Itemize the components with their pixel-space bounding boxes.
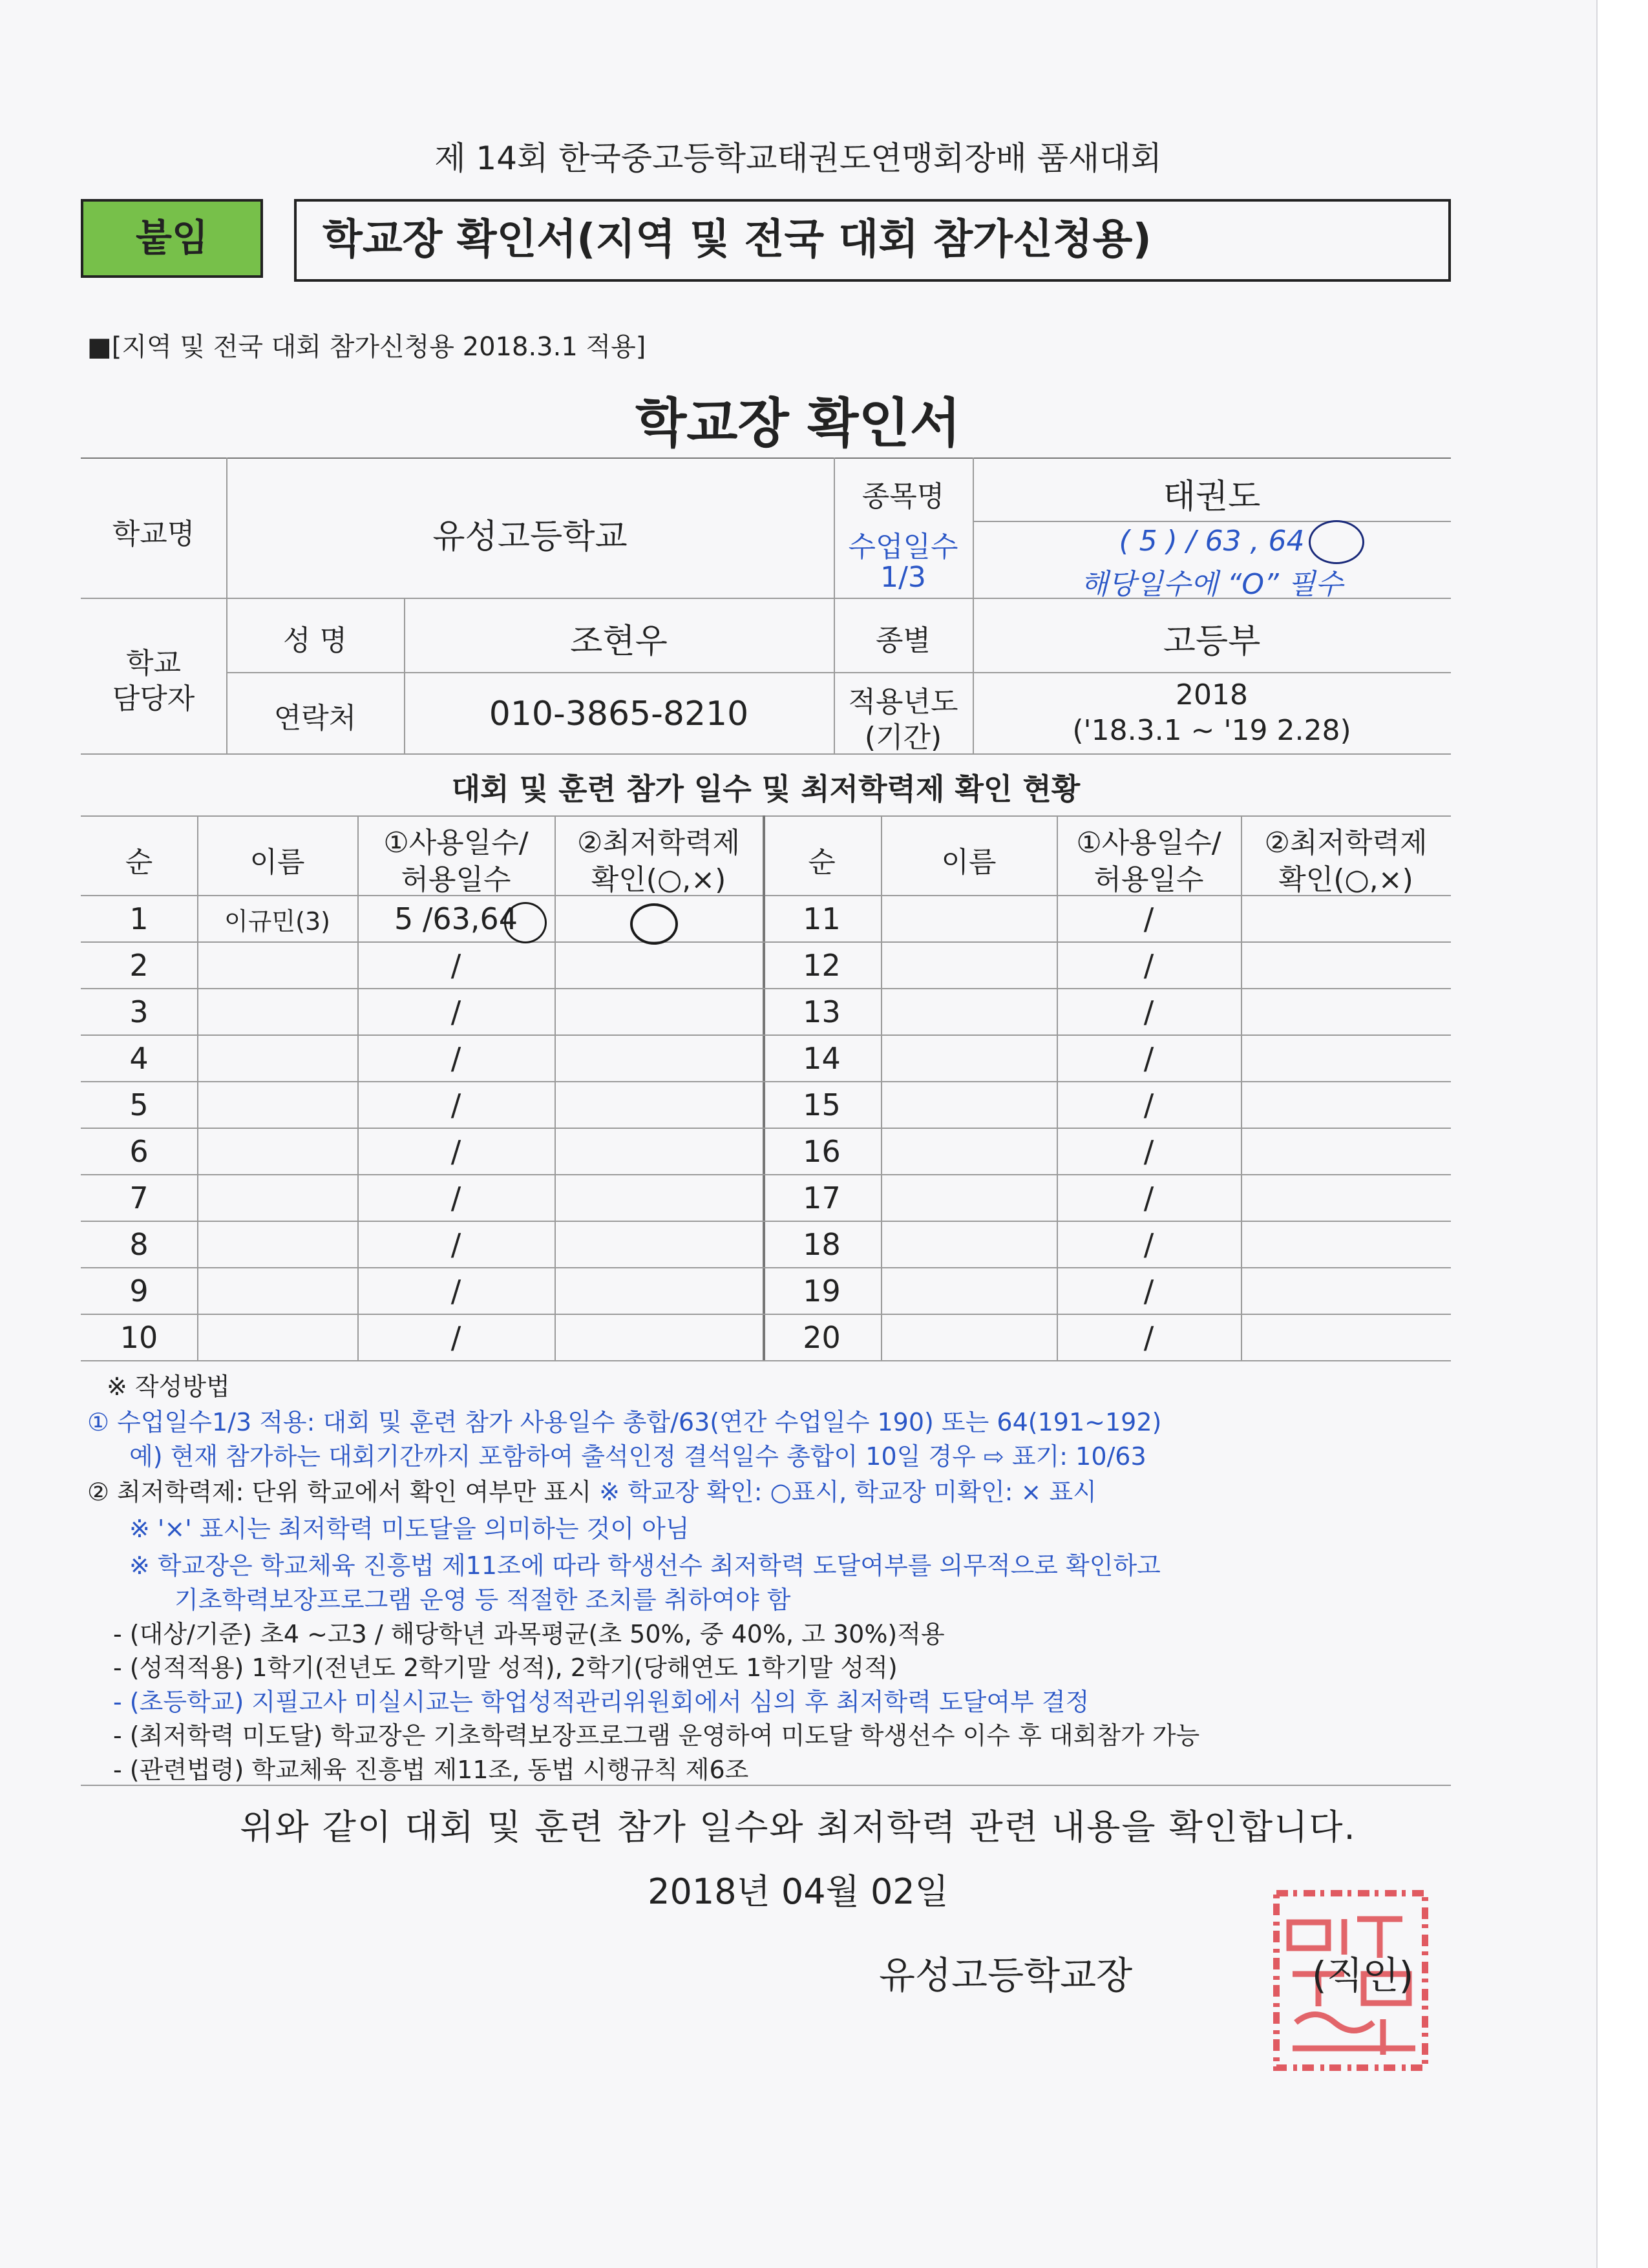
used-days: / [450,1227,461,1262]
row-divider [81,1267,1451,1268]
used-days: / [1143,1274,1154,1308]
header-no: 순 [125,846,153,879]
header-box-title: 학교장 확인서(지역 및 전국 대회 참가신청용) [294,199,1451,282]
note-7: - (초등학교) 지필고사 미실시교는 학업성적관리위원회에서 심의 후 최저학력 도달여부 결정 [113,1688,1090,1716]
header-min-line1: ②최저학력제 [577,826,740,859]
note-5: - (대상/기준) 초4 ~고3 / 해당학년 과목평균(초 50%, 중 40%, 고 30%)적용 [113,1620,945,1648]
header-days-line1: ①사용일수/ [383,826,529,859]
header-days-line2: 허용일수 [1093,863,1204,896]
row-number: 7 [129,1181,149,1215]
used-days: / [1143,948,1154,983]
note-2-plain: ② 최저학력제: 단위 학교에서 확인 여부만 표시 [87,1478,600,1506]
row-divider [81,1314,1451,1315]
school-label: 학교명 [112,518,195,551]
note-8: - (최저학력 미도달) 학교장은 기초학력보장프로그램 운영하여 미도달 학생선수 이수 후 대회참가 가능 [113,1721,1200,1750]
header-min-line2: 확인(○,×) [591,863,726,896]
row-number: 17 [803,1181,841,1215]
used-days: / [450,1181,461,1215]
used-days: / [1143,1087,1154,1122]
info-table-top-border [81,457,1451,459]
used-days: / [1143,1134,1154,1169]
used-days: / [450,948,461,983]
class-days-fraction: 1/3 [880,561,926,594]
info-divider [973,521,1451,522]
row-divider [81,941,1451,943]
sport-value: 태권도 [1163,478,1261,516]
sport-label: 종목명 [861,480,945,513]
row-number: 2 [129,948,149,983]
phone-label: 연락처 [273,702,357,735]
division-label: 종별 [875,624,931,657]
row-number: 12 [803,948,841,983]
class-days-note: 해당일수에 “O” 필수 [1081,568,1343,601]
row-number: 19 [803,1274,841,1308]
manager-name: 조현우 [570,622,668,661]
period-value: ('18.3.1 ~ '19 2.28) [1072,714,1351,747]
used-days: / [1143,994,1154,1029]
info-divider [226,672,1451,673]
days-64-circle [504,902,547,943]
header-days-line1: ①사용일수/ [1076,826,1221,859]
row-number: 16 [803,1134,841,1169]
notes-bottom-border [81,1785,1451,1786]
used-days: / [450,1134,461,1169]
header-min-line1: ②최저학력제 [1264,826,1428,859]
school-value: 유성고등학교 [432,518,628,556]
note-9: - (관련법령) 학교체육 진흥법 제11조, 동법 시행규칙 제6조 [113,1756,749,1784]
col-divider [881,815,882,1360]
used-days: / [1143,901,1154,936]
used-days: / [450,1087,461,1122]
row-divider [81,1034,1451,1036]
division-value: 고등부 [1163,622,1261,661]
row-divider [81,1081,1451,1082]
used-days: / [1143,1227,1154,1262]
col-divider [197,815,198,1360]
phone-value: 010-3865-8210 [489,695,749,733]
class-days-value: ( 5 ) / 63 , 64 [1119,525,1305,558]
used-days: 5 /63,64 [394,901,518,936]
seal-label: (직인) [1312,1953,1414,1997]
contact-label-line1: 학교 [125,647,181,680]
confirm-circle-mark [630,903,678,945]
header-no: 순 [808,846,836,879]
header-min-line2: 확인(○,×) [1278,863,1413,896]
used-days: / [450,1320,461,1355]
name-label: 성 명 [283,624,347,657]
row-divider [81,1128,1451,1129]
principal-title: 유성고등학교장 [879,1953,1133,1997]
row-number: 3 [129,994,149,1029]
header-name: 이름 [249,846,305,879]
used-days: / [450,1041,461,1076]
row-number: 4 [129,1041,149,1076]
note-6: - (성적적용) 1학기(전년도 2학기말 성적), 2학기(당해연도 1학기말 성적) [113,1654,898,1682]
row-number: 11 [803,901,841,936]
applicability-note: ■[지역 및 전국 대회 참가신청용 2018.3.1 적용] [87,332,646,362]
year-value: 2018 [1176,678,1248,711]
row-number: 8 [129,1227,149,1262]
note-2 [87,1472,1097,1507]
used-days: / [1143,1181,1154,1215]
attendance-top-border [81,815,1451,817]
row-number: 6 [129,1134,149,1169]
row-number: 20 [803,1320,841,1355]
class-days-label: 수업일수 [848,530,958,563]
note-4a: ※ 학교장은 학교체육 진흥법 제11조에 따라 학생선수 최저학력 도달여부를 의무적으로 확인하고 [129,1551,1161,1580]
attachment-badge: 붙임 [81,199,263,278]
row-number: 10 [120,1320,158,1355]
row-divider [81,988,1451,989]
note-1a: ① 수업일수1/3 적용: 대회 및 훈련 참가 사용일수 총합/63(연간 수업일수 190) 또는 64(191~192) [87,1408,1162,1436]
row-divider [81,1174,1451,1175]
row-number: 15 [803,1087,841,1122]
note-1b: 예) 현재 참가하는 대회기간까지 포함하여 출석인정 결석일수 총합이 10일 경우 ⇨ 표기: 10/63 [129,1442,1146,1471]
row-number: 1 [129,901,149,936]
confirmation-date: 2018년 04월 02일 [648,1871,949,1912]
row-number: 5 [129,1087,149,1122]
class-days-circle [1309,520,1364,564]
note-4b: 기초학력보장프로그램 운영 등 적절한 조치를 취하여야 함 [174,1586,791,1614]
row-number: 9 [129,1274,149,1308]
year-label-line2: (기간) [864,721,942,754]
info-divider [81,753,1451,755]
confirmation-statement: 위와 같이 대회 및 훈련 참가 일수와 최저학력 관련 내용을 확인합니다. [240,1807,1357,1847]
attendance-bottom-border [81,1360,1451,1361]
athlete-name: 이규민(3) [224,907,330,936]
document-title: 학교장 확인서 [635,393,961,454]
row-number: 14 [803,1041,841,1076]
year-label-line1: 적용년도 [848,686,958,719]
header-days-line2: 허용일수 [401,863,511,896]
used-days: / [1143,1041,1154,1076]
event-title: 제 14회 한국중고등학교태권도연맹회장배 품새대회 [434,140,1162,177]
attendance-section-title: 대회 및 훈련 참가 일수 및 최저학력제 확인 현황 [451,772,1081,806]
notes-heading: ※ 작성방법 [107,1372,230,1401]
note-3: ※ '×' 표시는 최저학력 미도달을 의미하는 것이 아님 [129,1515,690,1543]
used-days: / [1143,1320,1154,1355]
row-number: 18 [803,1227,841,1262]
used-days: / [450,1274,461,1308]
row-number: 13 [803,994,841,1029]
row-divider [81,1221,1451,1222]
contact-label-line2: 담당자 [112,682,195,715]
header-name: 이름 [941,846,997,879]
used-days: / [450,994,461,1029]
note-2-blue: ※ 학교장 확인: ○표시, 학교장 미확인: × 표시 [599,1478,1097,1506]
